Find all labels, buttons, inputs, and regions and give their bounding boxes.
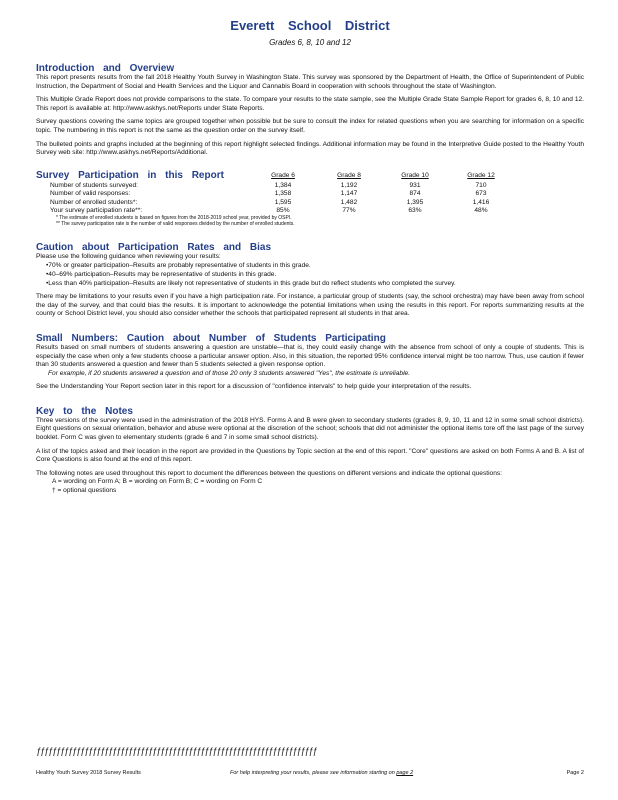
small-numbers-paragraph-2: See the Understanding Your Report section later in this report for a discussion of "confidence intervals" to help guide your interpretation of the results. (36, 383, 472, 391)
small-numbers-heading: Small Numbers: Caution about Number of Students Participating (36, 332, 386, 344)
column-header: Grade 6 (271, 171, 295, 179)
column-header: Grade 8 (337, 171, 361, 179)
table-cell: 931 (409, 181, 421, 189)
intro-heading: Introduction and Overview (36, 63, 175, 74)
row-label: Your survey participation rate**: (50, 207, 143, 214)
intro-paragraph-4: The bulleted points and graphs included at the beginning of this report highlight selected findings. Additional information may be found in the Interpretive Guide posted to the Healthy Youth Survey web site: http://www.askhys.net/Reports/Additional. (36, 140, 584, 157)
decorative-divider: ƒƒƒƒƒƒƒƒƒƒƒƒƒƒƒƒƒƒƒƒƒƒƒƒƒƒƒƒƒƒƒƒƒƒƒƒƒƒƒƒƒƒƒƒƒƒƒƒƒƒƒƒƒƒƒƒƒƒƒƒƒƒƒƒƒƒƒƒƒƒ (36, 746, 317, 756)
table-row (36, 181, 514, 190)
participation-section (36, 170, 584, 228)
intro-paragraph-3: Survey questions covering the same topics are grouped together when possible but be sure to consult the index for related questions when you are searching for information on a specific topic. The numbering in this report is not the same as the question order on the survey itself. (36, 118, 584, 134)
table-cell: 1,147 (340, 190, 358, 197)
caution-heading: Caution about Participation Rates and Bias (36, 241, 272, 253)
table-cell: 63% (408, 207, 422, 214)
table-row (36, 189, 514, 198)
footer-report-name: Healthy Youth Survey 2018 Survey Results (36, 770, 141, 776)
footer-page-link[interactable]: page 2 (396, 770, 414, 776)
table-cell: 77% (342, 207, 356, 214)
key-notes-paragraph-2: A list of the topics asked and their location in the report are provided in the Questions by Topic section at the end of this report. "Core" questions are asked on both Forms A and B. A list of Core Questions is also found at the end of this report. (36, 447, 584, 464)
footnote-participation-rate: ** The survey participation rate is the number of valid responses divided by the number of enrolled students. (56, 221, 295, 228)
participation-header-row (36, 170, 514, 181)
small-numbers-paragraph-1: Results based on small numbers of students answering a question are unstable—that is, they could easily change with the absence from school of only a couple of students. This is especially the case when only a few students choose a particular answer option. Also, in this situation, the reported 95% confidence interval might be too narrow. Thus, use caution if fewer than 30 students answered a question and fewer than 5 students selected a given response option. (36, 343, 584, 369)
key-notes-paragraph-3: The following notes are used throughout this report to document the differences between the questions on different versions and indicate the optional questions: (36, 469, 503, 477)
table-cell: 48% (474, 207, 488, 214)
table-cell: 1,384 (274, 181, 292, 189)
row-label: Number of enrolled students*: (50, 198, 138, 206)
row-label: Number of valid responses: (50, 190, 131, 197)
page-subtitle: Grades 6, 8, 10 and 12 (269, 38, 351, 47)
row-label: Number of students surveyed: (50, 181, 138, 189)
document-page (36, 14, 584, 496)
footer-help-text: For help interpreting your results, please see information starting on (230, 770, 395, 776)
form-wording-legend: A = wording on Form A; B = wording on Form B; C = wording on Form C (52, 478, 263, 486)
list-item: •40–69% participation–Results may be representative of students in this grade. (46, 270, 277, 278)
table-cell: 85% (276, 207, 290, 214)
caution-intro: Please use the following guidance when reviewing your results: (36, 252, 221, 260)
column-header: Grade 10 (401, 171, 429, 179)
participation-table (36, 170, 514, 215)
table-cell: 1,395 (406, 198, 424, 206)
table-cell: 1,482 (340, 198, 358, 206)
list-item: •Less than 40% participation–Results are likely not representative of students in this grade but do reflect students who completed the survey. (46, 279, 456, 287)
footnote-enrolled: * The estimate of enrolled students is based on figures from the 2018-2019 school year, provided by OSPI. (56, 214, 292, 221)
table-cell: 1,416 (472, 198, 490, 206)
small-numbers-section (36, 333, 584, 392)
intro-paragraph-2: This Multiple Grade Report does not provide comparisons to the state. To compare your results to the state sample, see the Multiple Grade State Sample Report for grades 6, 8, 10 and 12. This report is available at: http://www.askhys.net/Reports under State Reports. (36, 96, 584, 112)
caution-section (36, 242, 584, 319)
page-number: Page 2 (566, 770, 584, 776)
table-cell: 1,192 (340, 181, 358, 189)
table-cell: 673 (475, 190, 487, 197)
list-item: •70% or greater participation–Results are probably representative of students in this grade. (46, 262, 311, 270)
table-cell: 1,358 (274, 190, 292, 197)
optional-questions-legend: † = optional questions (52, 487, 117, 495)
intro-paragraph-1: This report presents results from the fall 2018 Healthy Youth Survey in Washington State. This survey was sponsored by the Department of Health, the Office of Superintendent of Public Instruction, the Department of Social and Health Services and the Liquor and Cannabis Board in cooperation with schools throughout the state of Washington. (36, 74, 584, 90)
table-row (36, 198, 514, 207)
caution-paragraph: There may be limitations to your results even if you have a high participation rate. For instance, a particular group of students (say, the school orchestra) may have been away from school the day of the survey, and that could bias the results. It is important to acknowledge the potential limitations when using the results in this report. For reports summarizing results at the county or School District level, you should also consider whether the schools that participated represent all students in that area. (36, 293, 584, 318)
page-title: Everett School District (230, 18, 390, 33)
table-cell: 710 (475, 181, 487, 189)
key-notes-paragraph-1: Three versions of the survey were used in the administration of the 2018 HYS. Forms A and B were given to secondary students (grades 8, 9, 10, 11 and 12 in some small school districts). Eight questions on sexual orientation, behavior and abuse were optional at the discretion of the school; schools that did not administer the optional items tore off the last page of the survey booklet. Form C was given to elementary students (grade 6 and 7 in some small school districts). (36, 416, 584, 442)
column-header: Grade 12 (467, 171, 495, 179)
footer-help-note (230, 770, 413, 776)
key-notes-heading: Key to the Notes (36, 405, 133, 417)
table-cell: 874 (409, 190, 421, 197)
caution-bullet-list (46, 262, 584, 288)
table-row (36, 206, 514, 215)
small-numbers-example: For example, if 20 students answered a question and of those 20 only 3 students answered "Yes", the estimate is unreliable. (48, 369, 411, 377)
intro-section (36, 63, 584, 158)
table-cell: 1,595 (274, 198, 292, 206)
key-notes-section (36, 406, 584, 496)
participation-heading: Survey Participation in this Report (36, 169, 224, 181)
